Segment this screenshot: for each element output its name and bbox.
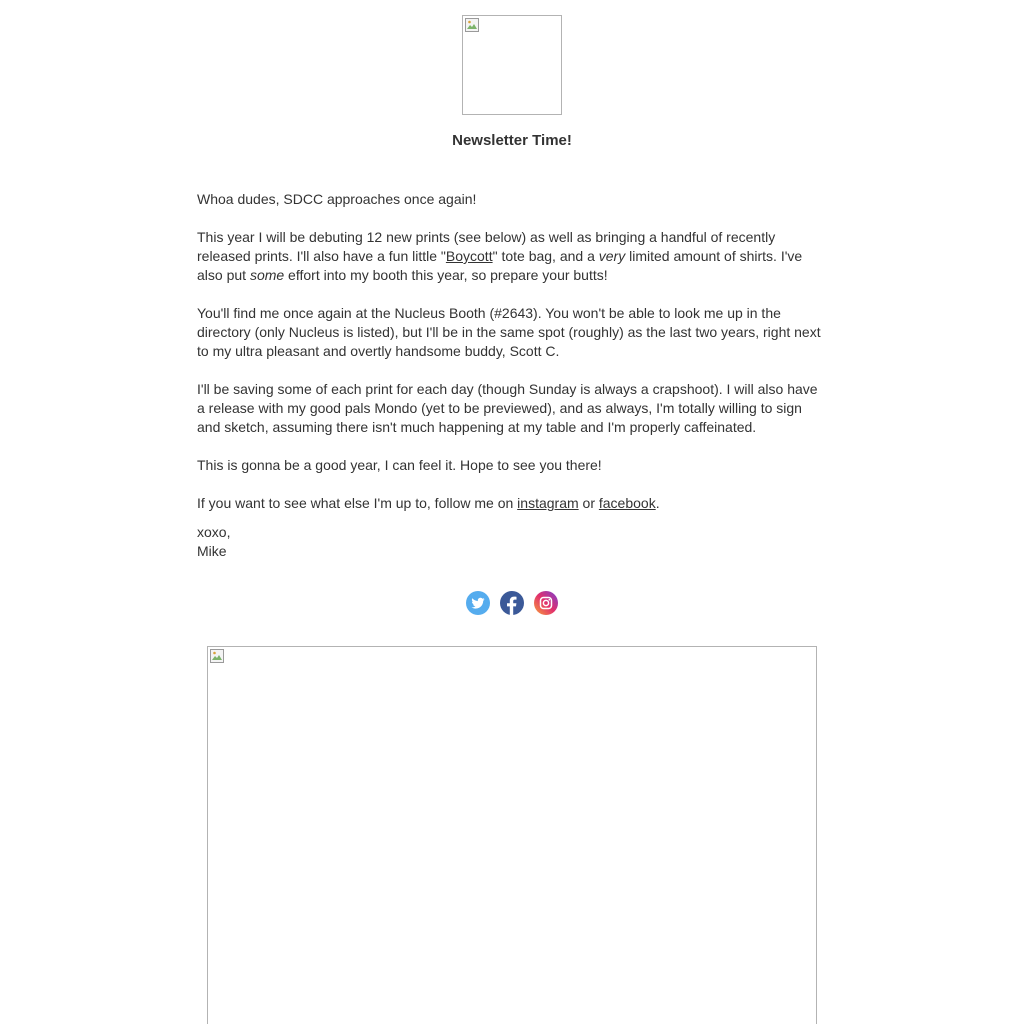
text-segment: If you want to see what else I'm up to, follow me on	[197, 495, 518, 511]
instagram-icon[interactable]	[534, 591, 558, 615]
paragraph-saving: I'll be saving some of each print for each day (though Sunday is always a crapshoot). I will also have a release with my good pals Mondo (yet to be previewed), and as always, I'm totally willing to sign and sketch, assuming there isn't much happening at my table and I'm properly caffeinated.	[197, 381, 818, 435]
newsletter-body	[197, 190, 829, 561]
emphasis-very: very	[598, 248, 626, 264]
paragraph-follow	[197, 494, 829, 513]
newsletter-title: Newsletter Time!	[452, 132, 572, 149]
facebook-icon[interactable]	[500, 591, 524, 615]
facebook-link[interactable]: facebook	[598, 495, 656, 511]
signoff-greeting: xoxo,	[197, 524, 231, 540]
paragraph-intro: Whoa dudes, SDCC approaches once again!	[197, 191, 477, 207]
text-segment: " tote bag, and a	[492, 248, 599, 264]
broken-image-icon	[465, 18, 479, 32]
paragraph-good-year: This is gonna be a good year, I can feel it. Hope to see you there!	[197, 457, 602, 473]
boycott-link[interactable]: Boycott	[445, 248, 493, 264]
prints-image	[207, 646, 817, 1024]
text-segment: limited amount of shirts. I've also put	[197, 248, 803, 283]
instagram-link[interactable]: instagram	[517, 495, 579, 511]
emphasis-some: some	[249, 267, 285, 283]
paragraph-booth: You'll find me once again at the Nucleus Booth (#2643). You won't be able to look me up in the directory (only Nucleus is listed), but I'll be in the same spot (roughly) as the last two years, right next to my ultra pleasant and overtly handsome buddy, Scott C.	[197, 305, 821, 359]
text-segment: This year I will be debuting 12 new prints (see below) as well as bringing a handful of recently released prints. I'll also have a fun little "	[197, 229, 776, 264]
text-segment: .	[655, 495, 660, 511]
logo-image	[462, 15, 562, 115]
text-segment: or	[578, 495, 599, 511]
paragraph-prints	[197, 228, 829, 285]
social-icons	[0, 591, 1024, 615]
text-segment: effort into my booth this year, so prepare your butts!	[284, 267, 608, 283]
broken-image-icon	[210, 649, 224, 663]
twitter-icon[interactable]	[466, 591, 490, 615]
signoff-name: Mike	[197, 543, 227, 559]
